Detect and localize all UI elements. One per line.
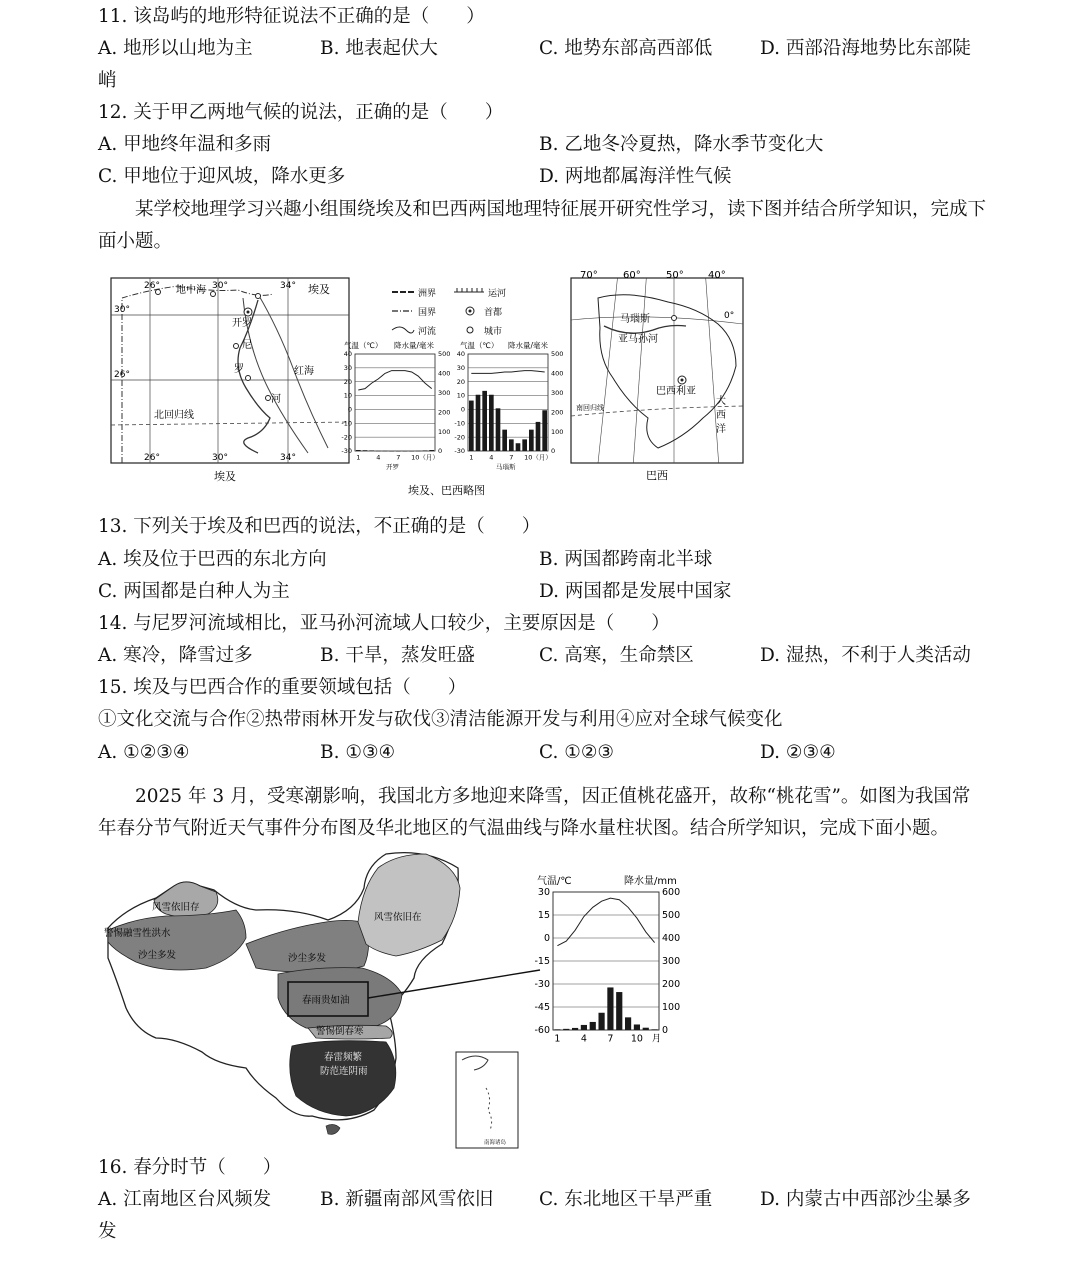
cairo-precip-title: 降水量/毫米 xyxy=(394,341,435,350)
climate-chart-cairo xyxy=(341,340,450,471)
precip-bar xyxy=(554,1029,560,1030)
temperature-line xyxy=(358,371,431,390)
q11-option-b: B. 地表起伏大 xyxy=(320,38,438,59)
manaus-temp-title: 气温（℃） xyxy=(460,341,499,350)
q16-option-c: C. 东北地区干旱严重 xyxy=(539,1189,713,1210)
q15-option-b: B. ①③④ xyxy=(320,742,396,763)
y-left-tick-label: 30 xyxy=(537,887,550,899)
north-china-climate-chart xyxy=(534,874,680,1045)
egypt-lon-bottom-2: 30° xyxy=(212,453,228,463)
precip-bar xyxy=(643,1028,649,1030)
manaus-precip-title: 降水量/毫米 xyxy=(508,341,549,350)
q11-option-c: C. 地势东部高西部低 xyxy=(539,38,713,59)
x-tick-label: 10（月） xyxy=(411,453,439,462)
nc-precip-title: 降水量/mm xyxy=(624,876,677,887)
cairo-city-label: 开罗 xyxy=(386,463,399,471)
brazil-ocean-label-1: 大 xyxy=(716,396,726,407)
brazil-ocean-label-2: 西 xyxy=(716,410,726,421)
y-left-tick-label: -15 xyxy=(534,956,550,968)
q11-option-d-cont: 峭 xyxy=(98,70,117,91)
precip-bar xyxy=(369,450,374,451)
brazil-amazon-label: 亚马孙河 xyxy=(618,334,658,345)
egypt-cairo-label: 开罗 xyxy=(232,318,252,329)
cairo-temp-title: 气温（℃） xyxy=(344,341,383,350)
q15-option-d: D. ②③④ xyxy=(760,742,836,763)
q13-stem: 13. 下列关于埃及和巴西的说法，不正确的是（ ） xyxy=(98,516,541,537)
precip-bar xyxy=(572,1028,578,1030)
precip-bar xyxy=(634,1024,640,1030)
legend-border-label: 洲界 xyxy=(418,289,437,299)
q13-option-b: B. 两国都跨南北半球 xyxy=(539,549,713,570)
precip-bar xyxy=(607,987,613,1030)
brazil-lon-4: 40° xyxy=(708,270,726,281)
q12-stem: 12. 关于甲乙两地气候的说法，正确的是（ ） xyxy=(98,102,504,123)
y-right-tick-label: 200 xyxy=(438,408,451,417)
q12-option-b: B. 乙地冬冷夏热，降水季节变化大 xyxy=(539,134,824,155)
q14-option-a: A. 寒冷，降雪过多 xyxy=(98,645,253,666)
precip-bar xyxy=(482,391,487,451)
q13-option-d: D. 两国都是发展中国家 xyxy=(539,581,732,602)
egypt-nile-label-3: 河 xyxy=(271,394,281,405)
precip-bar xyxy=(403,451,408,452)
legend-canal-label: 运河 xyxy=(488,289,507,299)
precip-bar xyxy=(396,451,401,452)
region-north-china-label: 春雨贵如油 xyxy=(302,995,350,1006)
egypt-lat-2: 26° xyxy=(114,370,130,380)
y-right-tick-label: 300 xyxy=(438,388,451,397)
x-tick-label: 7 xyxy=(607,1033,614,1045)
q12-option-a: A. 甲地终年温和多雨 xyxy=(98,134,272,155)
q14-option-b: B. 干旱，蒸发旺盛 xyxy=(320,645,475,666)
brazil-equator-label: 0° xyxy=(724,311,735,321)
legend-national-label: 国界 xyxy=(418,308,437,318)
legend-city-label: 城市 xyxy=(484,327,503,337)
precip-bar xyxy=(522,439,527,451)
y-left-tick-label: 15 xyxy=(537,910,550,922)
q11-option-d: D. 西部沿海地势比东部陡 xyxy=(760,38,971,59)
q14-option-d: D. 湿热，不利于人类活动 xyxy=(760,645,971,666)
figure-china-weather xyxy=(96,848,681,1154)
q13-option-a: A. 埃及位于巴西的东北方向 xyxy=(98,549,327,570)
region-south-label-1: 春雷频繁 xyxy=(324,1052,363,1063)
precip-bar xyxy=(489,395,494,451)
egypt-red-sea-label: 红海 xyxy=(294,366,314,377)
q16-option-a: A. 江南地区台风频发 xyxy=(98,1189,272,1210)
china-map xyxy=(104,853,540,1148)
brazil-manaus-label: 马瑙斯 xyxy=(620,314,650,325)
y-left-tick-label: 0 xyxy=(543,933,550,945)
q15-option-a: A. ①②③④ xyxy=(98,742,190,763)
egypt-lon-top-1: 26° xyxy=(144,281,160,291)
intro-paragraph-egypt-brazil: 某学校地理学习兴趣小组围绕埃及和巴西两国地理特征展开研究性学习，读下图并结合所学知识，完成下面小题。 xyxy=(98,199,987,252)
y-right-tick-label: 300 xyxy=(551,388,564,397)
y-left-tick-label: -10 xyxy=(454,419,465,428)
x-tick-label: 10 xyxy=(630,1033,643,1045)
climate-chart-manaus xyxy=(454,340,563,471)
q12-option-c: C. 甲地位于迎风坡，降水更多 xyxy=(98,166,346,187)
q13-option-c: C. 两国都是白种人为主 xyxy=(98,581,290,602)
brazil-lon-2: 60° xyxy=(623,270,641,281)
y-left-tick-label: -30 xyxy=(341,447,352,456)
precip-bar xyxy=(536,422,541,451)
x-tick-label: 7 xyxy=(509,453,514,462)
egypt-lon-top-2: 30° xyxy=(212,281,228,291)
brazil-brasilia-label: 巴西利亚 xyxy=(656,386,696,397)
region-dust-north-label: 沙尘多发 xyxy=(288,953,327,964)
figure1-caption: 埃及、巴西略图 xyxy=(408,484,485,497)
y-left-tick-label: 10 xyxy=(343,391,352,400)
y-left-tick-label: 0 xyxy=(347,405,352,414)
precip-bar xyxy=(625,1017,631,1030)
figure-egypt-brazil xyxy=(108,268,748,500)
y-right-tick-label: 100 xyxy=(438,427,451,436)
egypt-lat-1: 30° xyxy=(114,305,130,315)
q11-option-a: A. 地形以山地为主 xyxy=(98,38,253,59)
x-tick-label: 7 xyxy=(396,453,401,462)
y-right-tick-label: 100 xyxy=(662,1002,681,1014)
y-left-tick-label: 20 xyxy=(343,377,352,386)
legend-capital-label: 首都 xyxy=(484,308,503,318)
precip-bar xyxy=(529,430,534,451)
y-right-tick-label: 0 xyxy=(438,447,443,456)
y-right-tick-label: 200 xyxy=(662,979,681,991)
x-tick-label: 1 xyxy=(554,1033,561,1045)
q11-stem: 11. 该岛屿的地形特征说法不正确的是（ ） xyxy=(98,6,485,27)
egypt-nile-label-2: 罗 xyxy=(234,364,244,375)
region-dust-west-label: 沙尘多发 xyxy=(138,950,177,961)
q15-option-c: C. ①②③ xyxy=(539,742,615,763)
precip-bar xyxy=(376,451,381,452)
q16-option-d-cont: 发 xyxy=(98,1221,117,1242)
precip-bar xyxy=(509,439,514,451)
y-right-tick-label: 100 xyxy=(551,427,564,436)
precip-bar xyxy=(363,450,368,451)
x-tick-label: 4 xyxy=(580,1033,587,1045)
inset-south-sea-label: 南海诸岛 xyxy=(484,1140,507,1146)
brazil-lon-1: 70° xyxy=(580,270,598,281)
map-legend xyxy=(392,287,506,337)
y-left-tick-label: -20 xyxy=(454,433,465,442)
y-left-tick-label: -10 xyxy=(341,419,352,428)
y-right-tick-label: 200 xyxy=(551,408,564,417)
y-left-tick-label: 30 xyxy=(456,364,465,373)
intro-paragraph-peach-snow: 2025 年 3 月，受寒潮影响，我国北方多地迎来降雪，因正值桃花盛开，故称“桃花雪”。如图为我国常年春分节气附近天气事件分布图及华北地区的气温曲线与降水量柱状图。结合所学知识，完成下面小题。 xyxy=(98,786,971,839)
precip-bar xyxy=(429,450,434,451)
nc-temp-title: 气温/℃ xyxy=(537,876,572,887)
y-left-tick-label: 40 xyxy=(456,350,465,359)
y-right-tick-label: 0 xyxy=(551,447,556,456)
precip-bar xyxy=(389,451,394,452)
temperature-line xyxy=(471,371,544,374)
legend-river-label: 河流 xyxy=(418,327,437,337)
q16-option-d: D. 内蒙古中西部沙尘暴多 xyxy=(760,1189,971,1210)
y-left-tick-label: -30 xyxy=(534,979,550,991)
region-flood-label: 警惕融雪性洪水 xyxy=(104,928,171,939)
precip-bar xyxy=(581,1025,587,1030)
precip-bar xyxy=(651,1029,657,1030)
q14-stem: 14. 与尼罗河流域相比，亚马孙河流域人口较少，主要原因是（ ） xyxy=(98,613,670,634)
egypt-country-label: 埃及 xyxy=(308,283,330,296)
precip-bar xyxy=(563,1029,569,1030)
q15-items: ①文化交流与合作②热带雨林开发与砍伐③清洁能源开发与利用④应对全球气候变化 xyxy=(98,709,783,730)
y-right-tick-label: 400 xyxy=(662,933,681,945)
egypt-med-sea-label: 地中海 xyxy=(176,285,206,296)
manaus-city-label: 马瑙斯 xyxy=(496,463,516,471)
brazil-map xyxy=(571,270,743,482)
q16-option-b: B. 新疆南部风雪依旧 xyxy=(320,1189,494,1210)
egypt-lon-top-3: 34° xyxy=(280,281,296,291)
brazil-lon-3: 50° xyxy=(666,270,684,281)
y-left-tick-label: -20 xyxy=(341,433,352,442)
precip-bar xyxy=(423,450,428,451)
q16-stem: 16. 春分时节（ ） xyxy=(98,1157,282,1178)
region-nw-snow-label: 风雪依旧存 xyxy=(152,902,200,913)
precip-bar xyxy=(469,401,474,451)
precip-bar xyxy=(416,451,421,452)
precip-bar xyxy=(516,443,521,451)
x-tick-label: 1 xyxy=(469,453,474,462)
egypt-nile-label-1: 尼 xyxy=(242,340,252,351)
precip-bar xyxy=(476,395,481,451)
egypt-lon-bottom-1: 26° xyxy=(144,453,160,463)
precip-bar xyxy=(409,451,414,452)
region-frost-label: 警惕倒春寒 xyxy=(316,1026,364,1037)
brazil-ocean-label-3: 洋 xyxy=(716,424,726,435)
q12-option-d: D. 两地都属海洋性气候 xyxy=(539,166,732,187)
y-left-tick-label: -60 xyxy=(534,1025,550,1037)
egypt-map-title: 埃及 xyxy=(214,470,236,483)
region-ne-snow-label: 风雪依旧在 xyxy=(374,912,422,923)
precip-bar xyxy=(502,430,507,451)
y-right-tick-label: 400 xyxy=(551,369,564,378)
y-left-tick-label: 0 xyxy=(460,405,465,414)
x-tick-label: 4 xyxy=(376,453,381,462)
egypt-lon-bottom-3: 34° xyxy=(280,453,296,463)
precip-bar xyxy=(383,451,388,452)
y-right-tick-label: 500 xyxy=(551,350,564,359)
x-tick-label: 10（月） xyxy=(524,453,552,462)
y-left-tick-label: 10 xyxy=(456,391,465,400)
precip-bar xyxy=(598,1013,604,1030)
y-right-tick-label: 400 xyxy=(438,369,451,378)
y-right-tick-label: 500 xyxy=(662,910,681,922)
y-right-tick-label: 300 xyxy=(662,956,681,968)
egypt-tropic-label: 北回归线 xyxy=(154,410,194,421)
y-left-tick-label: -30 xyxy=(454,447,465,456)
x-tick-label: 4 xyxy=(489,453,494,462)
precip-bar xyxy=(496,408,501,451)
y-right-tick-label: 0 xyxy=(662,1025,669,1037)
y-left-tick-label: 40 xyxy=(343,350,352,359)
y-left-tick-label: 30 xyxy=(343,364,352,373)
y-left-tick-label: 20 xyxy=(456,377,465,386)
precip-bar xyxy=(616,992,622,1030)
q14-option-c: C. 高寒，生命禁区 xyxy=(539,645,694,666)
x-tick-label: 月 xyxy=(651,1033,662,1045)
y-left-tick-label: -45 xyxy=(534,1002,550,1014)
brazil-tropic-label: 南回归线 xyxy=(576,404,604,412)
q15-stem: 15. 埃及与巴西合作的重要领域包括（ ） xyxy=(98,677,467,698)
y-right-tick-label: 600 xyxy=(662,887,681,899)
precip-bar xyxy=(356,450,361,451)
precip-bar xyxy=(542,410,547,451)
x-tick-label: 1 xyxy=(356,453,361,462)
precip-bar xyxy=(590,1022,596,1030)
egypt-map xyxy=(111,278,349,483)
y-right-tick-label: 500 xyxy=(438,350,451,359)
region-south-label-2: 防范连阴雨 xyxy=(320,1066,368,1077)
brazil-map-title: 巴西 xyxy=(646,469,668,482)
